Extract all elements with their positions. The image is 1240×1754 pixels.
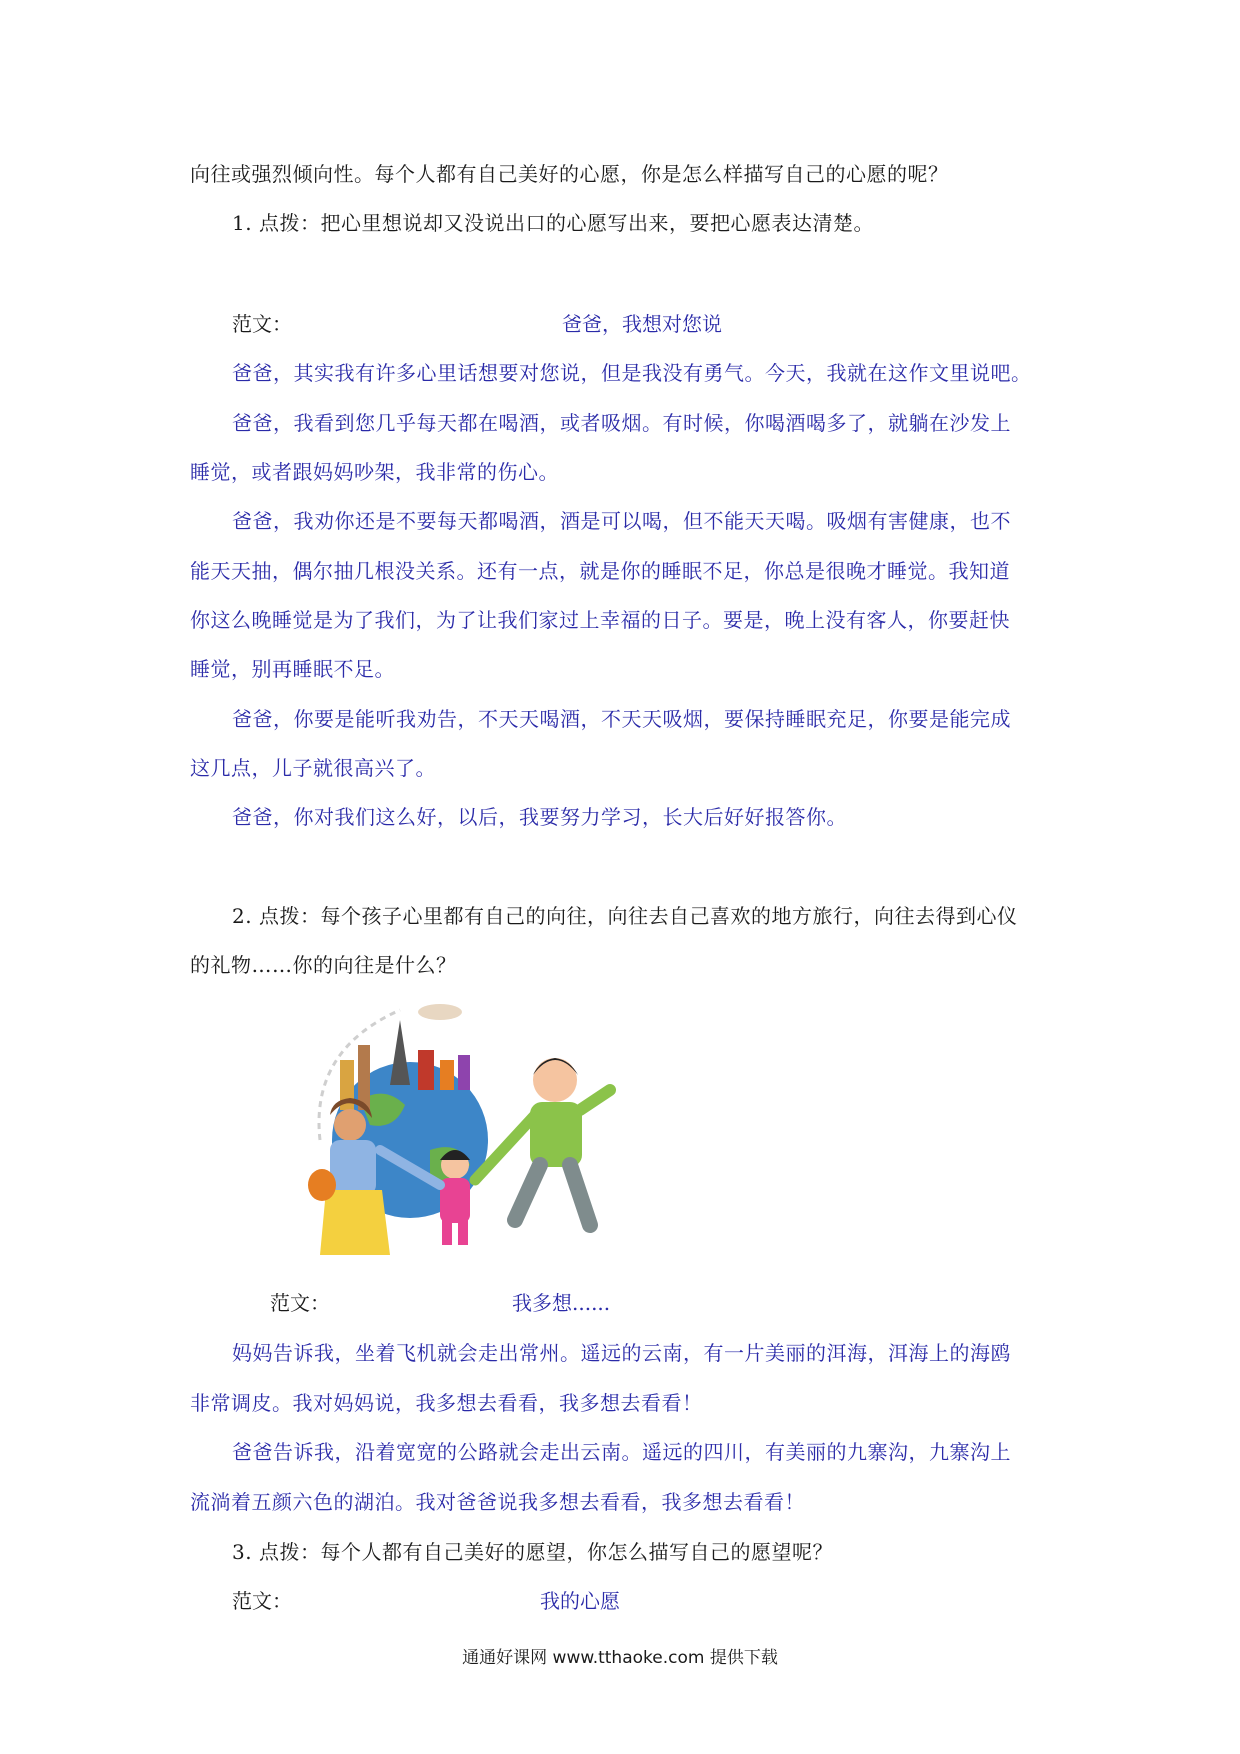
example-1-line: 爸爸，我看到您几乎每天都在喝酒，或者吸烟。有时候，你喝酒喝多了，就躺在沙发上: [232, 411, 1011, 435]
example-1-label: 范文：: [232, 312, 292, 336]
example-2-line: 爸爸告诉我，沿着宽宽的公路就会走出云南。遥远的四川，有美丽的九寨沟，九寨沟上: [232, 1440, 1011, 1464]
example-1-line: 爸爸，其实我有许多心里话想要对您说，但是我没有勇气。今天，我就在这作文里说吧。: [232, 361, 1032, 385]
example-2-line: 流淌着五颜六色的湖泊。我对爸爸说我多想去看看，我多想去看看！: [190, 1490, 805, 1514]
tip-1: 1. 点拨：把心里想说却又没说出口的心愿写出来，要把心愿表达清楚。: [232, 211, 874, 235]
tip-2-line-2: 的礼物……你的向往是什么？: [190, 953, 457, 977]
example-1-line: 睡觉，别再睡眠不足。: [190, 657, 395, 681]
page-footer: 通通好课网 www.tthaoke.com 提供下载: [462, 1648, 778, 1668]
intro-line: 向往或强烈倾向性。每个人都有自己美好的心愿，你是怎么样描写自己的心愿的呢？: [190, 162, 949, 186]
example-1-line: 睡觉，或者跟妈妈吵架，我非常的伤心。: [190, 460, 559, 484]
family-travel-illustration: [290, 990, 660, 1270]
example-1-title: 爸爸，我想对您说: [562, 312, 722, 336]
example-2-line: 非常调皮。我对妈妈说，我多想去看看，我多想去看看！: [190, 1391, 703, 1415]
tip-2-line-1: 2. 点拨：每个孩子心里都有自己的向往，向往去自己喜欢的地方旅行，向往去得到心仪: [232, 904, 1018, 928]
example-3-label: 范文：: [232, 1589, 292, 1613]
example-1-line: 爸爸，你对我们这么好，以后，我要努力学习，长大后好好报答你。: [232, 805, 847, 829]
example-2-title: 我多想......: [512, 1291, 611, 1315]
example-1-line: 爸爸，我劝你还是不要每天都喝酒，酒是可以喝，但不能天天喝。吸烟有害健康，也不: [232, 509, 1011, 533]
example-3-title: 我的心愿: [540, 1589, 620, 1613]
example-1-line: 能天天抽，偶尔抽几根没关系。还有一点，就是你的睡眠不足，你总是很晚才睡觉。我知道: [190, 559, 1010, 583]
example-2-line: 妈妈告诉我，坐着飞机就会走出常州。遥远的云南，有一片美丽的洱海，洱海上的海鸥: [232, 1341, 1011, 1365]
example-2-label: 范文：: [270, 1291, 330, 1315]
example-1-line: 爸爸，你要是能听我劝告，不天天喝酒，不天天吸烟，要保持睡眠充足，你要是能完成: [232, 707, 1011, 731]
tip-3: 3. 点拨：每个人都有自己美好的愿望，你怎么描写自己的愿望呢？: [232, 1540, 833, 1564]
example-1-line: 这几点，儿子就很高兴了。: [190, 756, 436, 780]
example-1-line: 你这么晚睡觉是为了我们，为了让我们家过上幸福的日子。要是，晚上没有客人，你要赶快: [190, 608, 1010, 632]
